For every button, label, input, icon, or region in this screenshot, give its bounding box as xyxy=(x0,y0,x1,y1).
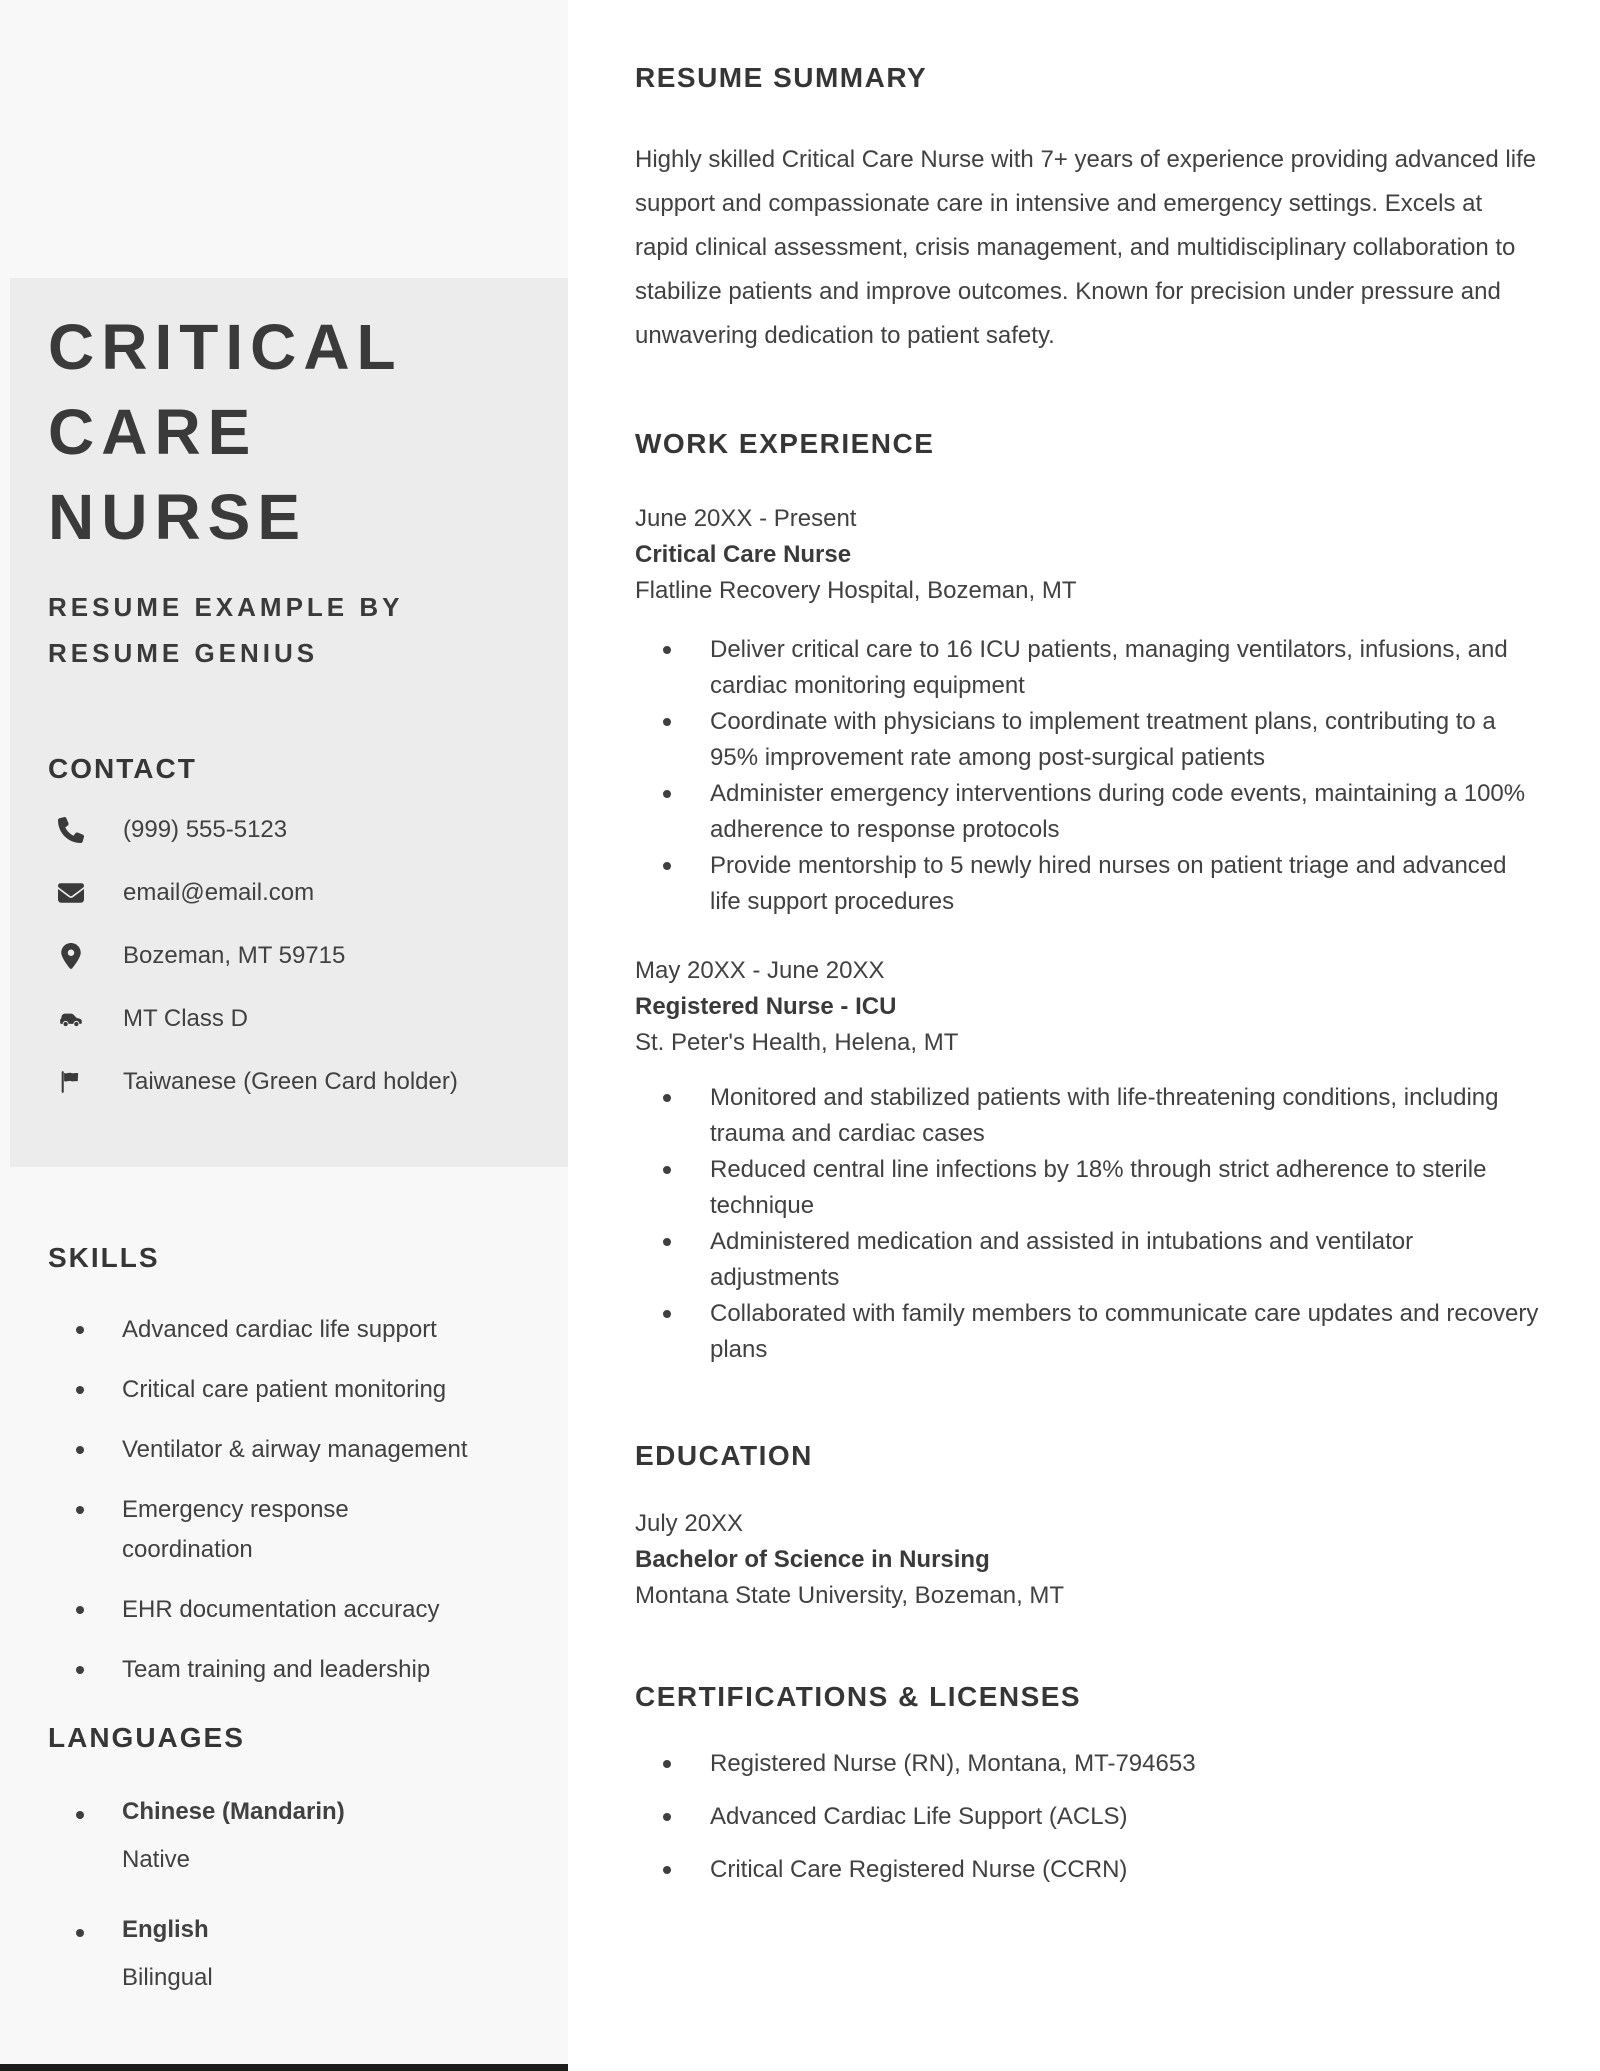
sidebar xyxy=(0,0,568,2064)
languages-list xyxy=(48,1795,472,1995)
certifications-list xyxy=(635,1746,1540,1888)
skill-item: Ventilator & airway management xyxy=(122,1430,472,1470)
resume-subtitle-line-1: RESUME EXAMPLE BY xyxy=(48,592,404,622)
contact-item-nationality xyxy=(48,1067,532,1097)
phone-icon xyxy=(58,817,84,843)
job-bullet: Collaborated with family members to communicate care updates and recovery plans xyxy=(710,1296,1540,1368)
resume-summary-heading: RESUME SUMMARY xyxy=(635,62,928,93)
resume-title xyxy=(48,305,532,560)
job-bullet-list xyxy=(635,1080,1540,1368)
job-organization: St. Peter's Health, Helena, MT xyxy=(635,1029,959,1056)
contact-drivers-license-text: MT Class D xyxy=(123,1005,248,1032)
certification-item: Critical Care Registered Nurse (CCRN) xyxy=(710,1852,1540,1888)
job-bullet: Provide mentorship to 5 newly hired nurses on patient triage and advanced life support procedures xyxy=(710,848,1540,920)
skill-item: Emergency response coordination xyxy=(122,1490,472,1570)
job-dates: May 20XX - June 20XX xyxy=(635,957,885,984)
certifications-heading: CERTIFICATIONS & LICENSES xyxy=(635,1681,1082,1712)
education-degree: Bachelor of Science in Nursing xyxy=(635,1546,990,1573)
car-icon xyxy=(58,1006,84,1032)
language-name: Chinese (Mandarin) xyxy=(122,1798,345,1825)
education-dates: July 20XX xyxy=(635,1510,744,1537)
contact-heading: CONTACT xyxy=(48,753,197,784)
job-meta xyxy=(635,953,1540,1061)
envelope-icon xyxy=(58,880,84,906)
job-title: Registered Nurse - ICU xyxy=(635,993,897,1020)
job-bullet: Administered medication and assisted in intubations and ventilator adjustments xyxy=(710,1224,1540,1296)
language-level: Native xyxy=(122,1846,191,1873)
location-pin-icon xyxy=(58,943,84,969)
main-column xyxy=(635,0,1540,1888)
job-meta xyxy=(635,501,1540,609)
job-bullet: Reduced central line infections by 18% through strict adherence to sterile technique xyxy=(710,1152,1540,1224)
resume-title-line-3: NURSE xyxy=(48,481,308,553)
resume-title-line-2: CARE xyxy=(48,396,258,468)
skill-item: Advanced cardiac life support xyxy=(122,1310,472,1350)
work-experience-heading: WORK EXPERIENCE xyxy=(635,428,935,459)
contact-phone-text: (999) 555-5123 xyxy=(123,816,288,843)
language-item xyxy=(122,1913,472,1995)
job-title: Critical Care Nurse xyxy=(635,541,852,568)
job-bullet-list xyxy=(635,632,1540,920)
skills-list xyxy=(48,1310,472,1690)
contact-nationality-text: Taiwanese (Green Card holder) xyxy=(123,1068,458,1095)
contact-item-location xyxy=(48,941,532,971)
sidebar-bottom-accent-bar xyxy=(0,2064,568,2071)
job-bullet: Monitored and stabilized patients with life-threatening conditions, including trauma and cardiac cases xyxy=(710,1080,1540,1152)
resume-summary-text: Highly skilled Critical Care Nurse with 7+ years of experience providing advanced life support and compassionate care in intensive and emergency settings. Excels at rapid clinical assessment, crisis management, and multidisciplinary collaboration to stabilize patients and improve outcomes. Known for precision under pressure and unwavering dedication to patient safety. xyxy=(635,146,1537,349)
skill-item: EHR documentation accuracy xyxy=(122,1590,472,1630)
job-bullet: Administer emergency interventions during code events, maintaining a 100% adherence to response protocols xyxy=(710,776,1540,848)
job-organization: Flatline Recovery Hospital, Bozeman, MT xyxy=(635,577,1077,604)
skills-heading: SKILLS xyxy=(48,1242,160,1273)
language-item xyxy=(122,1795,472,1877)
education-school: Montana State University, Bozeman, MT xyxy=(635,1582,1065,1609)
contact-item-phone xyxy=(48,815,532,845)
language-level: Bilingual xyxy=(122,1964,213,1991)
language-name: English xyxy=(122,1916,209,1943)
skill-item: Critical care patient monitoring xyxy=(122,1370,472,1410)
contact-license-text: Bozeman, MT 59715 xyxy=(123,942,346,969)
skill-item: Team training and leadership xyxy=(122,1650,472,1690)
languages-heading: LANGUAGES xyxy=(48,1722,245,1753)
contact-email-text: email@email.com xyxy=(123,879,315,906)
certification-item: Advanced Cardiac Life Support (ACLS) xyxy=(710,1799,1540,1835)
resume-title-line-1: CRITICAL xyxy=(48,311,403,383)
job-dates: June 20XX - Present xyxy=(635,505,857,532)
education-heading: EDUCATION xyxy=(635,1440,813,1471)
contact-item-drivers-license xyxy=(48,1004,532,1034)
contact-list xyxy=(48,815,532,1097)
education-meta xyxy=(635,1506,1540,1614)
flag-icon xyxy=(58,1069,84,1095)
job-bullet: Coordinate with physicians to implement treatment plans, contributing to a 95% improvement rate among post-surgical patients xyxy=(710,704,1540,776)
certification-item: Registered Nurse (RN), Montana, MT-794653 xyxy=(710,1746,1540,1782)
resume-subtitle xyxy=(48,584,532,676)
contact-item-email xyxy=(48,878,532,908)
resume-subtitle-line-2: RESUME GENIUS xyxy=(48,638,319,668)
job-bullet: Deliver critical care to 16 ICU patients, managing ventilators, infusions, and cardiac monitoring equipment xyxy=(710,632,1540,704)
sidebar-content xyxy=(0,0,568,1995)
